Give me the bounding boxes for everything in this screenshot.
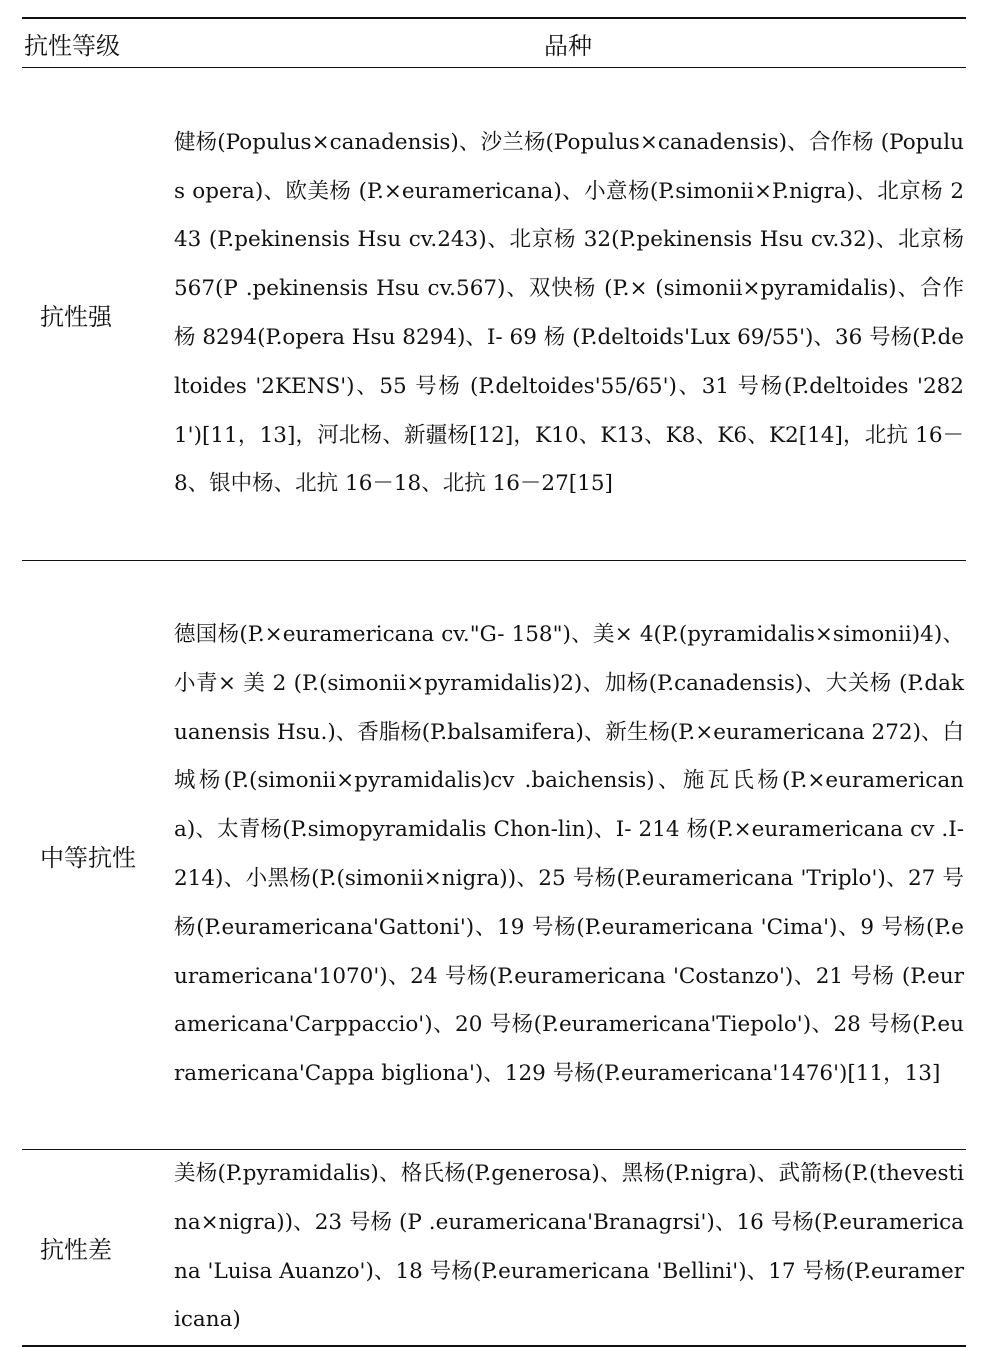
table-header-row — [22, 18, 966, 68]
varieties-cell: 德国杨(P.×euramericana cv."G- 158")、美× 4(P.(pyramidalis×simonii)4)、小青× 美 2 (P.(simonii×pyramidalis)2)、加杨(P.canadensis)、大关杨 (P.dakuanensis Hsu.)、香脂杨(P.balsamifera)、新生杨(P.×euramericana 272)、白城杨(P.(simonii×pyramidalis)cv .baichensis)、施瓦氏杨(P.×euramericana)、太青杨(P.simopyramidalis Chon-lin)、I- 214 杨(P.×euramericana cv .I- 214)、小黑杨(P.(simonii×nigra))、25 号杨(P.euramericana 'Triplo')、27 号杨(P.euramericana'Gattoni')、19 号杨(P.euramericana 'Cima')、9 号杨(P.euramericana'1070')、24 号杨(P.euramericana 'Costanzo')、21 号杨 (P.euramericana'Carppaccio')、20 号杨(P.euramericana'Tiepolo')、28 号杨(P.euramericana'Cappa bigliona')、129 号杨(P.euramericana'1476')[11，13] — [170, 561, 966, 1150]
table-row — [22, 1150, 966, 1347]
varieties-cell: 美杨(P.pyramidalis)、格氏杨(P.generosa)、黑杨(P.nigra)、武箭杨(P.(thevestina×nigra))、23 号杨 (P .euramericana'Branagrsi')、16 号杨(P.euramericana 'Luisa Auanzo')、18 号杨(P.euramericana 'Bellini')、17 号杨(P.euramericana) — [170, 1150, 966, 1347]
resistance-level-cell: 抗性差 — [22, 1150, 170, 1347]
varieties-cell: 健杨(Populus×canadensis)、沙兰杨(Populus×canadensis)、合作杨 (Populus opera)、欧美杨 (P.×euramericana)、小意杨(P.simonii×P.nigra)、北京杨 243 (P.pekinensis Hsu cv.243)、北京杨 32(P.pekinensis Hsu cv.32)、北京杨 567(P .pekinensis Hsu cv.567)、双快杨 (P.× (simonii×pyramidalis)、合作杨 8294(P.opera Hsu 8294)、I- 69 杨 (P.deltoids'Lux 69/55')、36 号杨(P.deltoides '2KENS')、55 号杨 (P.deltoides'55/65')、31 号杨(P.deltoides '2821')[11，13]，河北杨、新疆杨[12]，K10、K13、K8、K6、K2[14]，北抗 16－8、银中杨、北抗 16－18、北抗 16－27[15] — [170, 68, 966, 561]
resistance-table — [22, 17, 966, 1347]
resistance-level-cell: 中等抗性 — [22, 561, 170, 1150]
table-row — [22, 561, 966, 1150]
resistance-level-cell: 抗性强 — [22, 68, 170, 561]
header-resistance-level: 抗性等级 — [22, 18, 170, 68]
table-row — [22, 68, 966, 561]
header-varieties: 品种 — [170, 18, 966, 68]
